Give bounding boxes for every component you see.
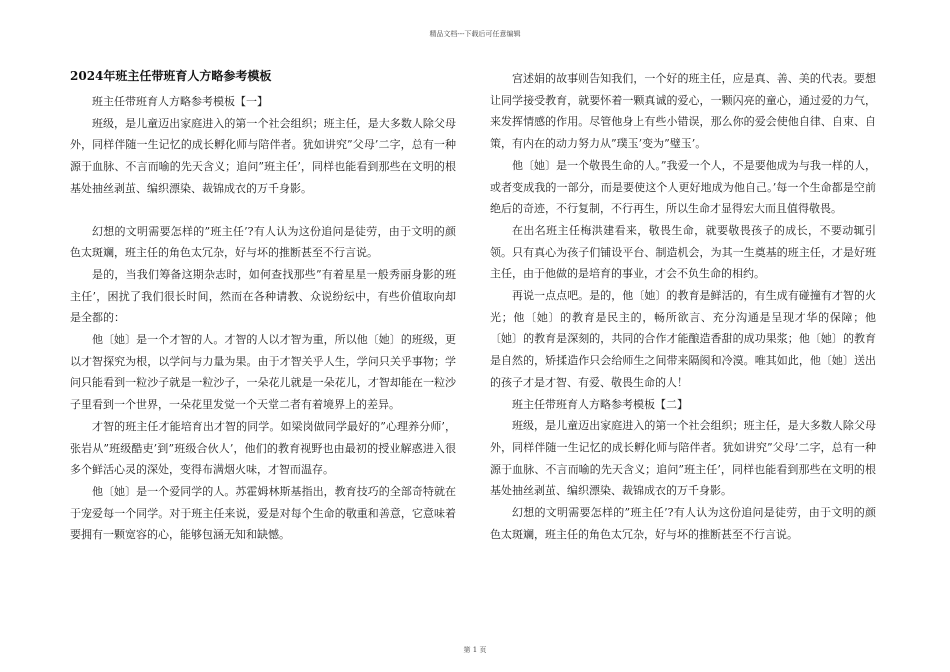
left-column xyxy=(70,66,456,546)
document-title: 2024年班主任带班育人方略参考模板 xyxy=(70,69,272,83)
right-column xyxy=(490,68,876,545)
paragraph: 幻想的文明需要怎样的”班主任’?有人认为这份追问是徒劳，由于文明的颜色太斑斓，班主任的角色太冗杂，好与坏的推断甚至不行言说。 xyxy=(70,224,456,260)
paragraph: 幻想的文明需要怎样的”班主任’?有人认为这份追问是徒劳，由于文明的颜色太斑斓，班主任的角色太冗杂，好与坏的推断甚至不行言说。 xyxy=(490,506,876,541)
paragraph: 是的，当我们筹备这期杂志时，如何查找那些”有着星星一般秀丽身影的班主任’，困扰了我们很长时间，然而在各种请教、众说纷纭中，有些价值取向却是全都的： xyxy=(70,267,456,325)
paragraph: 在出名班主任梅洪建看来，敬畏生命，就要敬畏孩子的成长，不要动辄引领。只有真心为孩子们铺设平台、制造机会，为其一生奠基的班主任，才是好班主任，由于他做的是培育的事业，才会不负生命的相约。 xyxy=(490,223,876,281)
section-heading-1: 班主任带班育人方略参考模板【一】 xyxy=(92,95,268,108)
paragraph: 他〔她〕是一个敬畏生命的人。”我爱一个人，不是要他成为与我一样的人，或者变成我的一部分，而是要使这个人更好地成为他自己。’每一个生命都是空前绝后的奇迹，不行复制，不行再生，所以生命才显得宏大而且值得敬畏。 xyxy=(490,158,876,216)
section-heading-2: 班主任带班育人方略参考模板【二】 xyxy=(512,397,688,411)
paragraph: 才智的班主任才能培育出才智的同学。如梁岗做同学最好的”心理养分师’，张岩从”班级酷吏’到”班级合伙人’，他们的教育视野也由最初的授业解惑进入很多个鲜活心灵的深处，变得布满烟火味，才智而温存。 xyxy=(70,419,456,477)
page-header: 精品文档---下载后可任意编辑 xyxy=(429,30,521,38)
paragraph: 班级，是儿童迈出家庭进入的第一个社会组织；班主任，是大多数人除父母外，同样伴随一生记忆的成长孵化师与陪伴者。犹如讲究”父母’二字，总有一种源于血脉、不言而喻的先天含义；追问”班主任’，同样也能看到那些在文明的根基处抽丝剥茧、编织漂染、裁锦成衣的万千身影。 xyxy=(70,116,456,195)
paragraph: 宫述娟的故事则告知我们，一个好的班主任，应是真、善、美的代表。要想让同学接受教育，就要怀着一颗真诚的爱心，一颗闪亮的童心，通过爱的力气，来发挥情感的作用。尽管他身上有些小错误，那么你的爱会使他自律、自束、自策，有内在的动力努力从”璞玉’变为”璧玉’。 xyxy=(490,72,876,151)
blank-line xyxy=(70,200,456,221)
page-footer: 第 1 页 xyxy=(463,646,487,654)
paragraph: 他〔她〕是一个爱同学的人。苏霍姆林斯基指出，教育技巧的全部奇特就在于宠爱每一个同学。对于班主任来说，爱是对每个生命的敬重和善意，它意味着要拥有一颗宽容的心，能够包涵无知和缺憾。 xyxy=(70,484,456,542)
paragraph: 他〔她〕是一个才智的人。才智的人以才智为重，所以他〔她〕的班级，更以才智探究为根，以学问与力量为果。由于才智关乎人生，学问只关乎事物；学问只能看到一粒沙子就是一粒沙子，一朵花儿就是一朵花儿，才智却能在一粒沙子里看到一个世界，一朵花里发觉一个天堂二者有着境界上的差异。 xyxy=(70,333,456,412)
paragraph: 再说一点点吧。是的，他〔她〕的教育是鲜活的，有生成有碰撞有才智的火光；他〔她〕的教育是民主的，畅所欲言、充分沟通是呈现才华的保障；他〔她〕的教育是深刻的，共同的合作才能酿造香甜的成功果浆；他〔她〕的教育是自然的，矫揉造作只会给师生之间带来隔阂和冷漠。唯其如此，他〔她〕送出的孩子才是才智、有爱、敬畏生命的人！ xyxy=(490,289,876,389)
paragraph: 班级，是儿童迈出家庭进入的第一个社会组织；班主任，是大多数人除父母外，同样伴随一生记忆的成长孵化师与陪伴者。犹如讲究”父母’二字，总有一种源于血脉、不言而喻的先天含义；追问”班主任’，同样也能看到那些在文明的根基处抽丝剥茧、编织漂染、裁锦成衣的万千身影。 xyxy=(490,419,876,498)
